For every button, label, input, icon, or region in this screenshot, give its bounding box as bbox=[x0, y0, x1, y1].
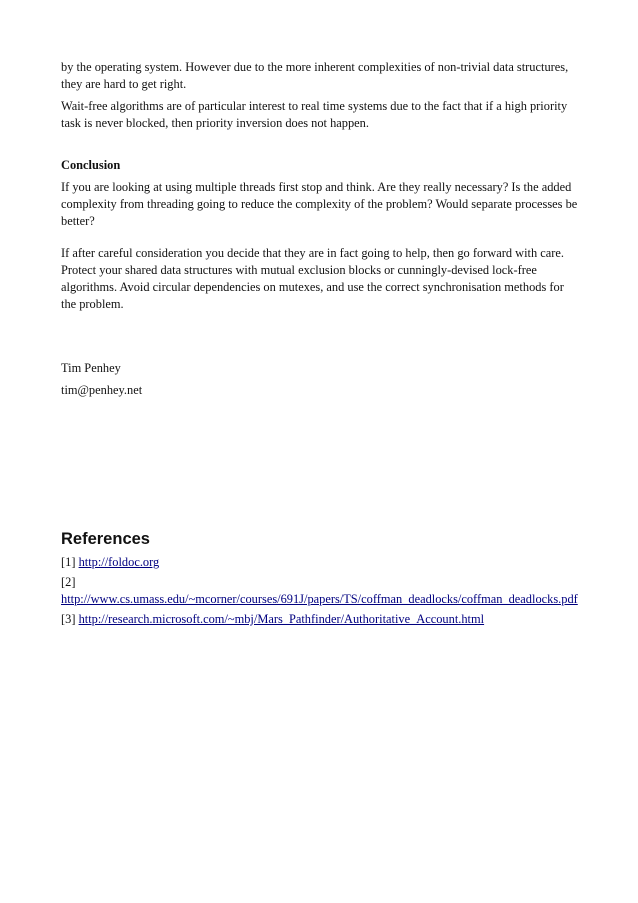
conclusion-paragraph-2: If after careful consideration you decide that they are in fact going to help, then go forward with care. Protect your shared data structures with mutual exclusion blocks or cunningly-devised lock-free algorithms. Avoid circular dependencies on mutexes, and use the correct synchronisation methods for the problem. bbox=[61, 246, 564, 311]
references-heading: References bbox=[61, 530, 150, 548]
author-name: Tim Penhey bbox=[61, 361, 121, 375]
reference-item-3 bbox=[61, 611, 581, 628]
signature-block bbox=[61, 360, 581, 399]
reference-marker: [1] bbox=[61, 555, 76, 569]
reference-link-3[interactable]: http://research.microsoft.com/~mbj/Mars_Pathfinder/Authoritative_Account.html bbox=[78, 612, 485, 626]
reference-marker: [3] bbox=[61, 612, 76, 626]
reference-link-1[interactable]: http://foldoc.org bbox=[78, 555, 160, 569]
reference-marker: [2] bbox=[61, 575, 76, 589]
paragraph-lock-free-continued: by the operating system. However due to the more inherent complexities of non-trivial data structures, they are hard to get right. bbox=[61, 60, 569, 91]
reference-link-2[interactable]: http://www.cs.umass.edu/~mcorner/courses/691J/papers/TS/coffman_deadlocks/coffman_deadlocks.pdf bbox=[61, 592, 578, 606]
paragraph-wait-free: Wait-free algorithms are of particular interest to real time systems due to the fact that if a high priority task is never blocked, then priority inversion does not happen. bbox=[61, 99, 568, 130]
reference-item-1 bbox=[61, 554, 581, 571]
conclusion-heading: Conclusion bbox=[61, 158, 121, 172]
conclusion-paragraph-1: If you are looking at using multiple threads first stop and think. Are they really necessary? Is the added complexity from threading going to reduce the complexity of the problem? Would separate processes be better? bbox=[61, 180, 578, 228]
reference-item-2 bbox=[61, 574, 581, 608]
document-page bbox=[61, 59, 581, 628]
author-email: tim@penhey.net bbox=[61, 383, 143, 397]
